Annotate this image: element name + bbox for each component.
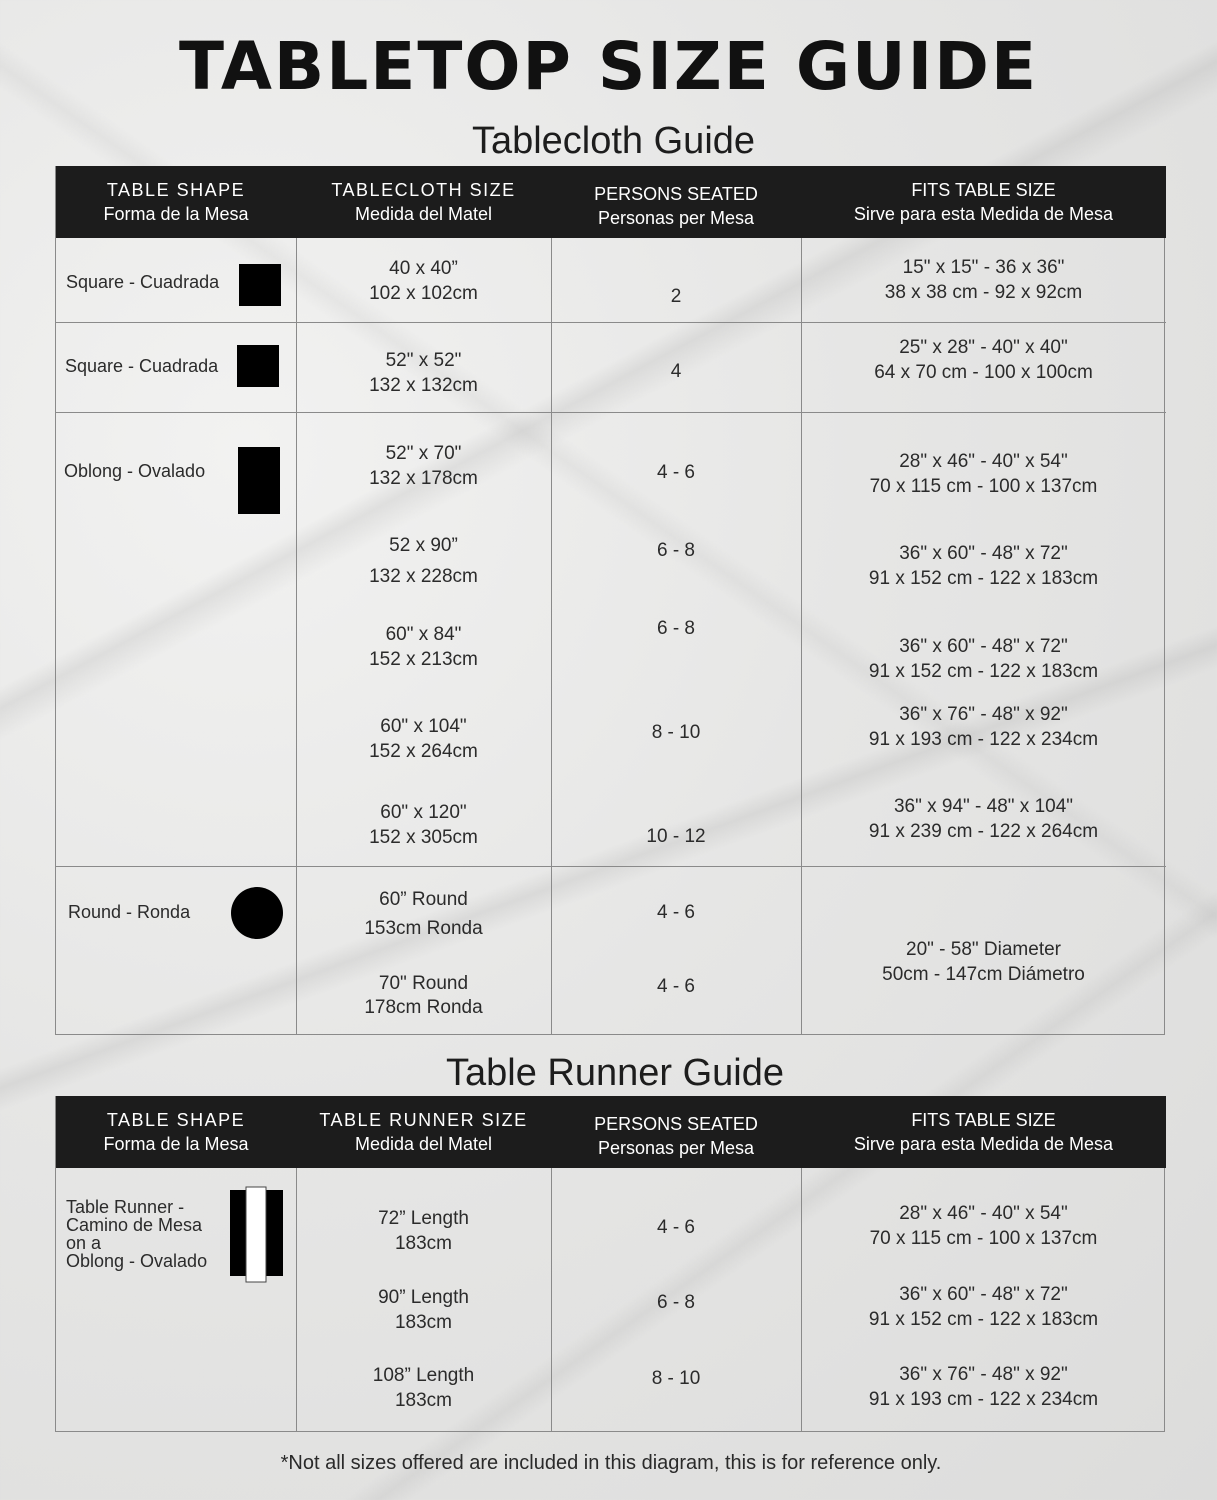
header-table-shape: TABLE SHAPE Forma de la Mesa	[103, 1110, 249, 1154]
fits-table-size: 28" x 46" - 40" x 54" 70 x 115 cm - 100 x 137cm	[869, 451, 1098, 497]
table-runner-guide-title: Table Runner Guide	[446, 1052, 784, 1094]
header-persons-seated: PERSONS SEATED Personas per Mesa	[594, 184, 758, 228]
tablecloth-guide-title: Tablecloth Guide	[471, 120, 756, 162]
persons-seated: 6 - 8	[656, 618, 696, 639]
table-runner-icon	[229, 1186, 285, 1284]
fits-table-size: 25" x 28" - 40" x 40" 64 x 70 cm - 100 x 100cm	[874, 337, 1093, 383]
fits-table-size: 36" x 60" - 48" x 72" 91 x 152 cm - 122 x 183cm	[868, 543, 1099, 589]
persons-seated: 2	[670, 286, 682, 307]
persons-seated: 10 - 12	[646, 826, 706, 847]
header-persons-seated: PERSONS SEATED Personas per Mesa	[594, 1114, 758, 1158]
table-runner-table	[55, 1096, 1165, 1432]
square-shape-icon	[237, 345, 279, 387]
persons-seated: 6 - 8	[656, 1292, 696, 1313]
fits-table-size: 36" x 76" - 48" x 92" 91 x 193 cm - 122 x 234cm	[868, 1364, 1099, 1410]
square-shape-icon	[239, 264, 281, 306]
shape-label-round: Round - Ronda	[68, 902, 191, 922]
runner-size: 90” Length 183cm	[378, 1287, 469, 1333]
fits-table-size: 15" x 15" - 36 x 36" 38 x 38 cm - 92 x 92cm	[884, 257, 1083, 303]
footnote: *Not all sizes offered are included in this diagram, this is for reference only.	[280, 1452, 942, 1474]
persons-seated: 4 - 6	[656, 902, 696, 923]
header-fits-table-size: FITS TABLE SIZE Sirve para esta Medida de Mesa	[853, 180, 1114, 224]
row-divider	[56, 322, 1166, 323]
tablecloth-size: 52" x 52" 132 x 132cm	[369, 350, 478, 396]
header-table-shape: TABLE SHAPE Forma de la Mesa	[103, 180, 249, 224]
tablecloth-size: 52 x 90” 132 x 228cm	[369, 535, 478, 587]
shape-label-oblong: Oblong - Ovalado	[64, 461, 206, 481]
table-header	[56, 1096, 1166, 1168]
row-divider	[56, 866, 1166, 867]
persons-seated: 6 - 8	[656, 540, 696, 561]
table-header	[56, 166, 1166, 238]
fits-table-size: 36" x 60" - 48" x 72" 91 x 152 cm - 122 x 183cm	[868, 636, 1099, 682]
row-divider	[56, 412, 1166, 413]
page-title: TABLETOP SIZE GUIDE	[178, 28, 1039, 105]
fits-table-size: 28" x 46" - 40" x 54" 70 x 115 cm - 100 x 137cm	[869, 1203, 1098, 1249]
header-table-runner-size: TABLE RUNNER SIZE Medida del Matel	[319, 1110, 528, 1154]
persons-seated: 4 - 6	[656, 1217, 696, 1238]
tablecloth-size: 60" x 84" 152 x 213cm	[369, 624, 478, 670]
fits-table-size: 36" x 76" - 48" x 92" 91 x 193 cm - 122 x 234cm	[868, 704, 1099, 750]
tablecloth-size: 60" x 120" 152 x 305cm	[369, 802, 478, 848]
header-fits-table-size: FITS TABLE SIZE Sirve para esta Medida de Mesa	[853, 1110, 1114, 1154]
tablecloth-size: 60” Round 153cm Ronda	[364, 889, 483, 939]
shape-label-runner: Table Runner - Camino de Mesa on a Oblong - Ovalado	[66, 1197, 208, 1271]
runner-size: 108” Length 183cm	[372, 1365, 475, 1411]
fits-table-size: 20" - 58" Diameter 50cm - 147cm Diámetro	[882, 939, 1085, 985]
persons-seated: 4 - 6	[656, 462, 696, 483]
round-shape-icon	[231, 887, 283, 939]
shape-label-square: Square - Cuadrada	[66, 272, 220, 292]
fits-table-size: 36" x 94" - 48" x 104" 91 x 239 cm - 122 x 264cm	[868, 796, 1099, 842]
persons-seated: 8 - 10	[651, 1368, 701, 1389]
tablecloth-size: 70" Round 178cm Ronda	[364, 973, 483, 1018]
header-tablecloth-size: TABLECLOTH SIZE Medida del Matel	[331, 180, 516, 224]
tablecloth-size: 40 x 40” 102 x 102cm	[369, 258, 478, 304]
tablecloth-size: 52" x 70" 132 x 178cm	[369, 443, 478, 489]
tablecloth-size: 60" x 104" 152 x 264cm	[369, 716, 478, 762]
persons-seated: 4 - 6	[656, 976, 696, 997]
tablecloth-table	[55, 166, 1165, 1035]
fits-table-size: 36" x 60" - 48" x 72" 91 x 152 cm - 122 x 183cm	[868, 1284, 1099, 1330]
runner-size: 72” Length 183cm	[378, 1208, 469, 1254]
persons-seated: 4	[670, 361, 682, 382]
oblong-shape-icon	[238, 447, 280, 514]
shape-label-square: Square - Cuadrada	[65, 356, 219, 376]
persons-seated: 8 - 10	[651, 722, 701, 743]
